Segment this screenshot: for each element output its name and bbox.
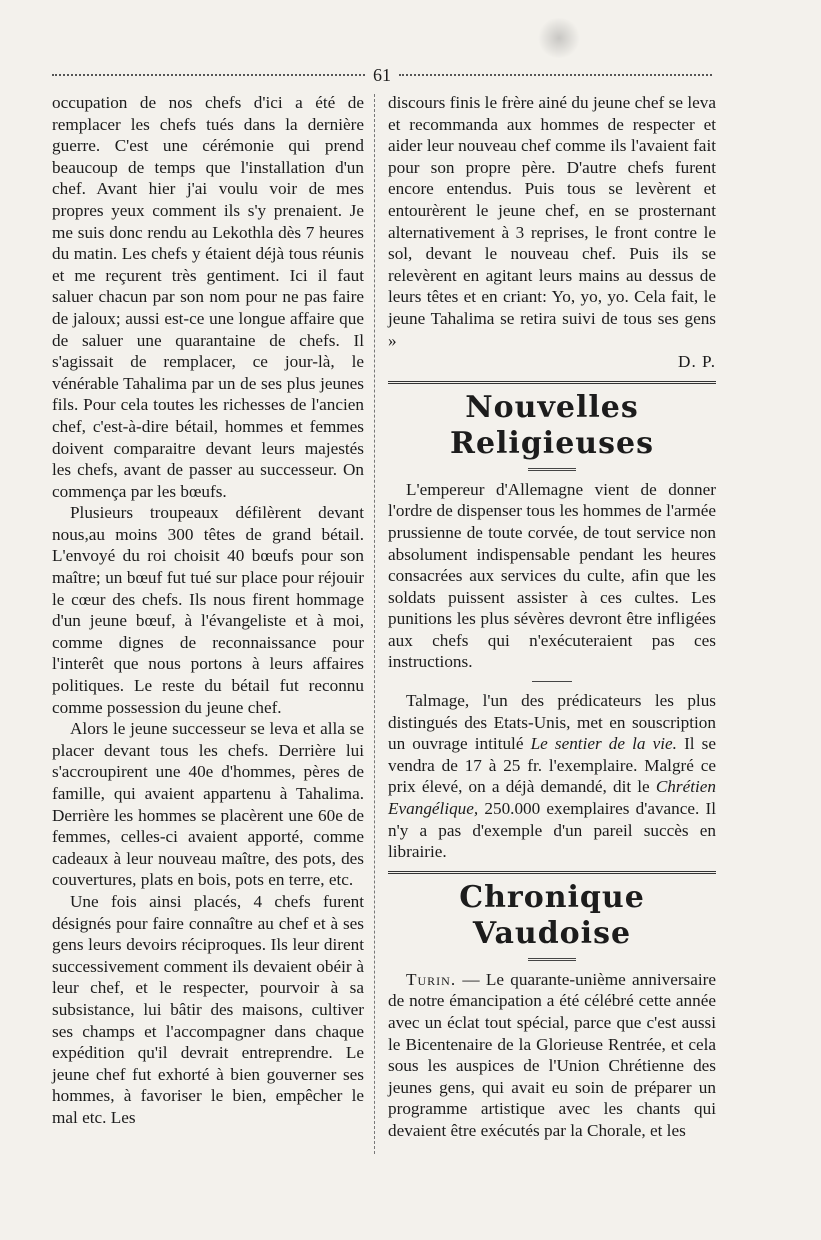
text-run: 250.000 exemplaires d'avance. Il n'y a pas d'exemple d'un pareil succès en librairie. xyxy=(388,799,716,862)
paragraph xyxy=(388,690,716,863)
book-title: Le sentier de la vie. xyxy=(530,734,677,754)
section-heading-chronique: Chronique Vaudoise xyxy=(459,879,645,951)
text-run: Il se vendra de 17 à 25 fr. l'exemplaire. Malgré ce prix élevé, on a déjà demandé, dit le xyxy=(388,734,716,797)
left-column xyxy=(52,92,364,1129)
header-rule-left xyxy=(52,74,365,76)
journal-title: Chrétien Evangélique, xyxy=(388,777,716,819)
section-separator xyxy=(388,871,716,874)
paragraph: L'empereur d'Allemagne vient de donner l'ordre de dispenser tous les hommes de l'armée prussienne de toute corvée, de tout service non absolument indispensable pendant les heures consacrées aux services du culte, afin que les soldats puissent assister à ces cultes. Les punitions les plus sévères devront être infligées aux chefs qui n'exécuteraient pas ces instructions. xyxy=(388,479,716,672)
header-rule-right xyxy=(399,74,712,76)
column-divider xyxy=(374,94,375,1154)
text-run: — Le quarante-unième anniversaire de notre émancipation a été célébré cette année avec un éclat tout spécial, parce que c'est aussi le Bicentenaire de la Glorieuse Rentrée, et cela sous les auspices de l'Union Chrétienne des jeunes gens, qui avait eu soin de préparer un programme artistique avec les chants qui devaient être exécutés par la Chorale, et les xyxy=(388,969,716,1140)
ink-smudge xyxy=(537,18,581,58)
paragraph: discours finis le frère ainé du jeune chef se leva et recommanda aux hommes de respecter et aider leur nouveau chef comme ils l'avaient fait pour son propre père. D'autre chefs furent encore entendus. Puis tous se levèrent et entourèrent le jeune chef, en se prosternant alternativement à 3 reprises, le front contre le sol, devant le nouveau chef. Puis ils se relevèrent en agitant leurs mains au dessus de leurs têtes et en criant: Yo, yo, yo. Cela fait, le jeune Tahalima se retira suivi de tous ses gens » xyxy=(388,93,716,350)
right-column xyxy=(388,92,716,1142)
item-rule xyxy=(532,681,572,682)
section-heading-nouvelles: Nouvelles Religieuses xyxy=(450,389,654,461)
signature-line xyxy=(388,351,716,373)
section-separator xyxy=(388,381,716,384)
paragraph: Une fois ainsi placés, 4 chefs furent désignés pour faire connaître au chef et à ses gens leurs devoirs réciproques. Ils leur dirent successivement comment ils devaient obéir à leur chef, et le respecter, pourvoir à sa subsistance, lui bâtir des maisons, cultiver ses champs et l'accompagner dans chaque expédition qu'il devrait entreprendre. Le jeune chef fut exhorté à bien gouverner ses hommes, à favoriser le bien, empêcher le mal etc. Les xyxy=(52,891,364,1127)
place-lead: Turin. xyxy=(406,969,457,989)
page-number: 61 xyxy=(373,64,391,85)
signature: D. P. xyxy=(678,352,716,372)
paragraph: Plusieurs troupeaux défilèrent devant nous,au moins 300 têtes de grand bétail. L'envoyé du roi choisit 40 bœufs pour son maître; un bœuf fut tué sur place pour réjouir le cœur des chefs. Ils nous firent hommage d'un jeune bœuf, à l'évangeliste et à moi, comme dignes de reconnaissance pour l'interêt que nous portons à leurs affaires politiques. Le reste du bétail fut reconnu comme possession du jeune chef. xyxy=(52,503,364,717)
paragraph xyxy=(388,969,716,1142)
text-run: Talmage, l'un des prédicateurs les plus distingués des Etats-Unis, met en souscription un ouvrage intitulé xyxy=(388,691,716,754)
paragraph: Alors le jeune successeur se leva et alla se placer devant tous les chefs. Derrière lui s'accroupirent une 40e d'hommes, pères de famille, qui avaient appartenu à Tahalima. Derrière les hommes se placèrent une 60e de femmes, celles-ci avaient apporté, comme cadeaux à leur nouveau maître, des pots, des couvertures, plats en bois, pots en terre, etc. xyxy=(52,719,364,890)
page-header xyxy=(52,64,712,86)
heading-rule xyxy=(528,468,576,471)
heading-rule xyxy=(528,958,576,961)
paragraph: occupation de nos chefs d'ici a été de remplacer les chefs tués dans la dernière guerre. C'est une cérémonie qui prend beaucoup de temps que l'installation d'un chef. Avant hier j'ai voulu voir de mes propres yeux comment ils s'y prenaient. Je me suis donc rendu au Lekothla dès 7 heures du matin. Les chefs y étaient déjà tous réunis et me reçurent très gentiment. Ici il faut saluer chacun par son nom pour ne pas faire de jaloux; aussi est-ce une longue affaire que de saluer une quarantaine de chefs. Il s'agissait de remplacer, ce jour-là, le vénérable Tahalima par un de ses plus jeunes fils. Pour cela toutes les richesses de l'ancien chef, c'est-à-dire bétail, hommes et femmes doivent comparaitre devant leurs majestés les chefs, avant de passer au successeur. On commença par les bœufs. xyxy=(52,93,364,501)
